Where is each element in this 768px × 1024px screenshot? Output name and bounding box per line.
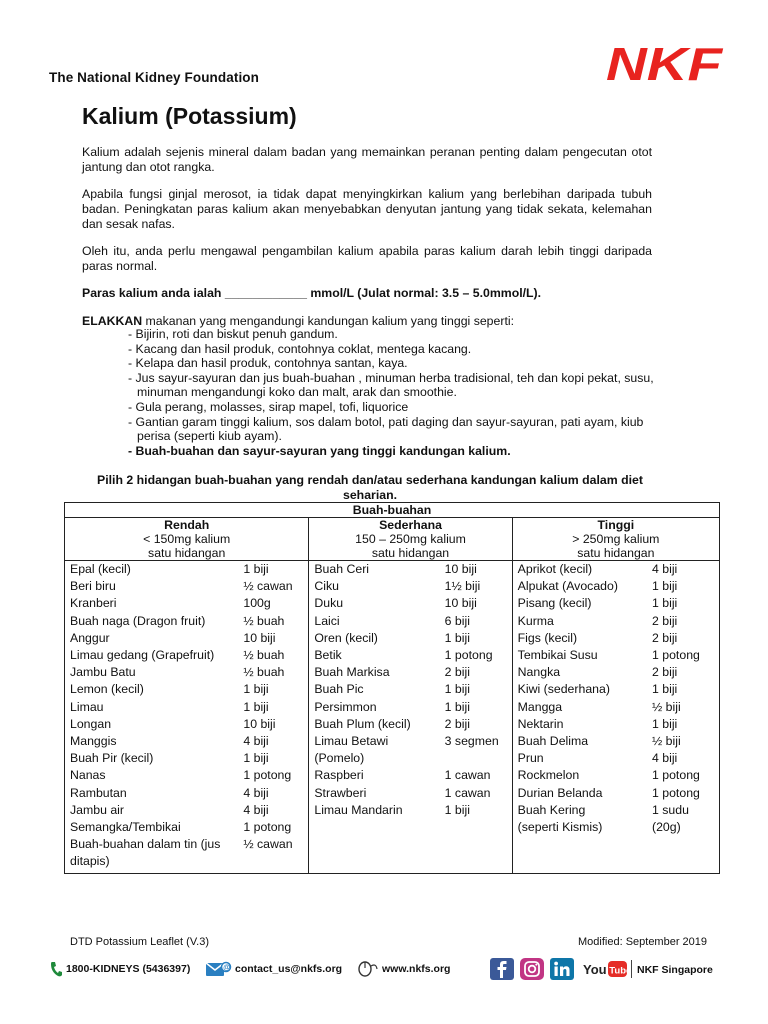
avoid-intro — [82, 314, 514, 328]
paragraph-intro: Kalium adalah sejenis mineral dalam badan yang memainkan peranan penting dalam pengecutan otot jantung dan otot rangka. — [82, 145, 652, 174]
fruit-quantity: (20g) — [652, 820, 681, 835]
fruit-name: Kurma — [517, 613, 554, 628]
fruit-row — [518, 664, 714, 681]
fruit-name: Durian Belanda — [517, 785, 603, 800]
fruit-quantity: 1 sudu — [652, 802, 689, 817]
phone-contact[interactable] — [50, 961, 190, 977]
column-body-low — [65, 561, 309, 874]
fruit-row — [518, 785, 714, 802]
fruit-row — [314, 785, 506, 802]
fruit-quantity: 1 cawan — [444, 785, 491, 800]
fruit-quantity: 1 potong — [652, 785, 700, 800]
fruit-quantity: 10 biji — [243, 716, 276, 731]
fruit-row — [70, 613, 303, 630]
fruit-row — [314, 630, 506, 647]
fruit-name: Buah Markisa — [314, 665, 390, 680]
fruit-quantity: ½ biji — [652, 699, 681, 714]
fruit-name: (Pomelo) — [314, 751, 365, 766]
avoid-intro-text: makanan yang mengandungi kandungan kalium yang tinggi seperti: — [142, 314, 515, 328]
fruit-name: Oren (kecil) — [314, 630, 378, 645]
fruit-row — [518, 767, 714, 784]
fruit-row — [314, 561, 506, 578]
fruit-row — [314, 733, 506, 750]
fruit-quantity: 4 biji — [243, 802, 269, 817]
fruit-row — [518, 699, 714, 716]
fruit-row — [518, 578, 714, 595]
fruit-row — [70, 578, 303, 595]
fruit-name: Rockmelon — [517, 768, 580, 783]
fruit-quantity: 4 biji — [652, 751, 678, 766]
column-header-medium — [309, 518, 512, 561]
fruit-quantity: 4 biji — [243, 785, 269, 800]
fruit-row — [314, 767, 506, 784]
fruit-row — [518, 613, 714, 630]
fruit-row — [518, 630, 714, 647]
paragraph-kidney-function: Apabila fungsi ginjal merosot, ia tidak dapat menyingkirkan kalium yang berlebihan daripada tubuh badan. Peningkatan paras kalium akan menyebabkan denyutan jantung yang tidak sekata, kelemahan dan sesak nafas. — [82, 187, 652, 231]
fruit-quantity: 10 biji — [444, 562, 477, 576]
fruit-quantity: ½ buah — [243, 613, 285, 628]
fruit-row — [314, 664, 506, 681]
svg-text:Tube: Tube — [609, 965, 632, 977]
fruit-name: Semangka/Tembikai — [70, 820, 181, 835]
fruit-name: Limau — [70, 699, 104, 714]
fruit-quantity: 1 biji — [243, 751, 269, 766]
fruit-name: Jambu Batu — [70, 665, 136, 680]
fruit-quantity: 1 biji — [652, 596, 678, 611]
fruit-quantity: 1 biji — [243, 562, 269, 576]
fruit-row — [518, 819, 714, 836]
fruit-name: Longan — [70, 716, 112, 731]
column-heading: Tinggi — [597, 518, 635, 532]
fruit-quantity: 1 potong — [652, 648, 700, 663]
email-address: contact_us@nkfs.org — [235, 963, 343, 975]
fruit-row — [70, 733, 303, 750]
fruit-quantity: 1 biji — [444, 682, 470, 697]
fruit-row — [518, 750, 714, 767]
fruit-quantity: ½ buah — [243, 648, 285, 663]
fruit-row — [314, 750, 506, 767]
fruit-name: Limau Betawi — [314, 734, 389, 749]
fruit-quantity: 6 biji — [444, 613, 470, 628]
fruit-name: Kranberi — [70, 596, 117, 611]
fruit-name: Prun — [517, 751, 544, 766]
column-body-medium — [309, 561, 512, 874]
fruit-quantity: 1 biji — [243, 682, 269, 697]
fruit-row — [70, 681, 303, 698]
table-title: Buah-buahan — [65, 503, 720, 518]
column-heading: Sederhana — [379, 518, 442, 532]
fruit-name: Buah Pic — [314, 682, 364, 697]
avoid-item: - Buah-buahan dan sayur-sayuran yang tinggi kandungan kalium. — [128, 443, 511, 458]
fruit-name: Pisang (kecil) — [517, 596, 592, 611]
column-header-high — [512, 518, 719, 561]
fruit-row — [314, 647, 506, 664]
fruit-quantity: 3 segmen — [444, 734, 499, 749]
column-range: 150 – 250mg kalium — [355, 532, 466, 546]
fruit-row — [314, 802, 506, 819]
fruit-name: Duku — [314, 596, 344, 611]
fruit-quantity: ½ cawan — [243, 837, 293, 852]
fruit-name: Manggis — [70, 734, 117, 749]
fruit-row — [314, 699, 506, 716]
fruit-quantity: 100g — [243, 596, 271, 611]
fruit-name: Limau gedang (Grapefruit) — [70, 648, 215, 663]
fruit-name: Buah Ceri — [314, 562, 370, 576]
column-heading: Rendah — [164, 518, 210, 532]
fruit-name: Kiwi (sederhana) — [517, 682, 610, 697]
youtube-icon[interactable] — [583, 958, 632, 980]
fruit-name: Buah naga (Dragon fruit) — [70, 613, 206, 628]
fruit-quantity: 1 biji — [652, 579, 678, 594]
fruit-row — [70, 664, 303, 681]
logo-text: NKF — [606, 38, 725, 90]
column-serving: satu hidangan — [371, 546, 450, 560]
column-serving: satu hidangan — [577, 546, 655, 560]
fruit-name: Persimmon — [314, 699, 377, 714]
fruit-row — [70, 750, 303, 767]
fruit-quantity: 2 biji — [652, 665, 678, 680]
page-title: Kalium (Potassium) — [82, 103, 297, 129]
fruit-quantity: 4 biji — [652, 562, 678, 576]
fruit-quantity: 1 biji — [444, 630, 470, 645]
column-header-low — [65, 518, 309, 561]
fruit-quantity: 1 potong — [652, 768, 700, 783]
fruit-quantity: 2 biji — [444, 716, 470, 731]
fruit-name: Betik — [314, 648, 342, 663]
fruit-row — [314, 716, 506, 733]
fruit-quantity: 1 biji — [652, 716, 678, 731]
fruit-name: Aprikot (kecil) — [517, 562, 593, 576]
fruit-quantity: 10 biji — [444, 596, 477, 611]
fruit-name: (seperti Kismis) — [517, 820, 603, 835]
fruit-name: Anggur — [70, 630, 110, 645]
avoid-item: - Gantian garam tinggi kalium, sos dalam botol, pati daging dan sayur-sayuran, pati ayam, kiub perisa (seperti kiub ayam). — [128, 414, 644, 444]
instagram-icon[interactable] — [520, 958, 544, 980]
fruit-name: Strawberi — [314, 785, 367, 800]
fruit-row — [314, 613, 506, 630]
fruit-name: Epal (kecil) — [70, 562, 131, 576]
fruit-row — [314, 578, 506, 595]
fruit-row — [314, 595, 506, 612]
fruit-quantity: 1 potong — [243, 820, 292, 835]
fruit-quantity: ½ cawan — [243, 579, 293, 594]
column-range: > 250mg kalium — [572, 532, 660, 546]
avoid-list — [128, 327, 658, 458]
fruit-quantity: ½ buah — [243, 665, 285, 680]
fruit-row — [518, 802, 714, 819]
facebook-icon[interactable] — [490, 958, 514, 980]
phone-number: 1800-KIDNEYS (5436397) — [66, 963, 191, 975]
phone-icon — [50, 961, 62, 977]
fruit-row — [518, 733, 714, 750]
fruit-name: Mangga — [517, 699, 563, 714]
fruit-name: Tembikai Susu — [517, 648, 598, 663]
fruit-row — [70, 819, 303, 836]
svg-text:@: @ — [223, 964, 231, 972]
fruit-name: Nektarin — [517, 716, 564, 731]
fruit-name: Limau Mandarin — [314, 802, 403, 817]
fruit-row — [70, 630, 303, 647]
svg-text:You: You — [583, 962, 607, 977]
column-body-high — [512, 561, 719, 874]
fruit-name: Buah Kering — [517, 802, 586, 817]
fruit-name: Figs (kecil) — [517, 630, 578, 645]
column-range: < 150mg kalium — [143, 532, 231, 546]
avoid-item: - Gula perang, molasses, sirap mapel, tofi, liquorice — [128, 399, 409, 414]
fruit-name: Jambu air — [70, 802, 124, 817]
fruit-quantity: 1 potong — [243, 768, 292, 783]
fruit-row — [70, 699, 303, 716]
fruit-name: Buah-buahan dalam tin (jus ditapis) — [70, 837, 221, 869]
modified-date: Modified: September 2019 — [578, 936, 708, 948]
fruit-quantity: 1½ biji — [444, 579, 481, 594]
fruit-quantity: 1 biji — [652, 682, 678, 697]
fruit-quantity: 1 potong — [444, 648, 493, 663]
fruit-row — [70, 595, 303, 612]
email-contact[interactable] — [205, 961, 342, 977]
fruit-name: Nangka — [517, 665, 561, 680]
fruit-name: Beri biru — [70, 579, 116, 594]
avoid-item: - Kelapa dan hasil produk, contohnya santan, kaya. — [128, 356, 408, 371]
fruit-quantity: 1 biji — [444, 802, 470, 817]
fruit-row — [518, 561, 714, 578]
fruit-quantity: 10 biji — [243, 630, 276, 645]
fruit-row — [70, 647, 303, 664]
choose-instruction: Pilih 2 hidangan buah-buahan yang rendah dan/atau sederhana kandungan kalium dalam diet seharian. — [97, 473, 643, 502]
fruit-row — [70, 716, 303, 733]
fruit-quantity: 4 biji — [243, 734, 269, 749]
fruit-name: Buah Plum (kecil) — [314, 716, 411, 731]
fruit-row — [70, 767, 303, 784]
fruit-row — [518, 681, 714, 698]
fruit-quantity: 1 biji — [444, 699, 470, 714]
fruit-row — [518, 595, 714, 612]
fruit-name: Alpukat (Avocado) — [517, 579, 618, 594]
nkf-logo — [604, 38, 725, 90]
fruit-name: Buah Delima — [517, 734, 589, 749]
fruit-name: Raspberi — [314, 768, 364, 783]
mouse-icon — [356, 961, 378, 977]
fruit-quantity — [445, 750, 507, 767]
potassium-level-line: Paras kalium anda ialah ____________ mmol/L (Julat normal: 3.5 – 5.0mmol/L). — [82, 286, 542, 300]
fruit-quantity: 1 biji — [243, 699, 269, 714]
fruit-row — [70, 785, 303, 802]
website-contact[interactable] — [356, 961, 450, 977]
email-icon — [205, 961, 231, 977]
fruit-name: Ciku — [314, 579, 339, 594]
fruit-potassium-table — [64, 502, 720, 874]
fruit-quantity: 2 biji — [652, 613, 678, 628]
social-divider — [631, 960, 632, 978]
fruit-name: Nanas — [70, 768, 106, 783]
avoid-item: - Bijirin, roti dan biskut penuh gandum. — [128, 327, 338, 341]
fruit-quantity: 2 biji — [652, 630, 678, 645]
avoid-keyword: ELAKKAN — [82, 314, 143, 328]
social-label: NKF Singapore — [637, 964, 713, 976]
paragraph-control-intake: Oleh itu, anda perlu mengawal pengambilan kalium apabila paras kalium darah lebih tinggi daripada paras normal. — [82, 244, 652, 273]
fruit-name: Buah Pir (kecil) — [70, 751, 154, 766]
website-url: www.nkfs.org — [382, 963, 451, 975]
fruit-row — [518, 647, 714, 664]
fruit-quantity: 2 biji — [444, 665, 470, 680]
column-serving: satu hidangan — [148, 546, 226, 560]
linkedin-icon[interactable] — [550, 958, 574, 980]
fruit-row — [518, 716, 714, 733]
fruit-row — [70, 802, 303, 819]
fruit-name: Laici — [314, 613, 340, 628]
fruit-quantity: ½ biji — [652, 734, 681, 749]
fruit-row — [314, 681, 506, 698]
fruit-name: Lemon (kecil) — [70, 682, 144, 697]
fruit-quantity: 1 cawan — [444, 768, 491, 783]
avoid-item: - Kacang dan hasil produk, contohnya coklat, mentega kacang. — [128, 341, 472, 356]
leaflet-version: DTD Potassium Leaflet (V.3) — [70, 936, 209, 948]
fruit-name: Rambutan — [70, 785, 127, 800]
fruit-row — [70, 836, 303, 870]
avoid-item: - Jus sayur-sayuran dan jus buah-buahan , minuman herba tradisional, teh dan kopi pekat, susu, minuman mengandungi koko dan malt, arak dan smoothie. — [128, 370, 654, 400]
fruit-row — [70, 561, 303, 578]
organization-name: The National Kidney Foundation — [49, 70, 259, 85]
